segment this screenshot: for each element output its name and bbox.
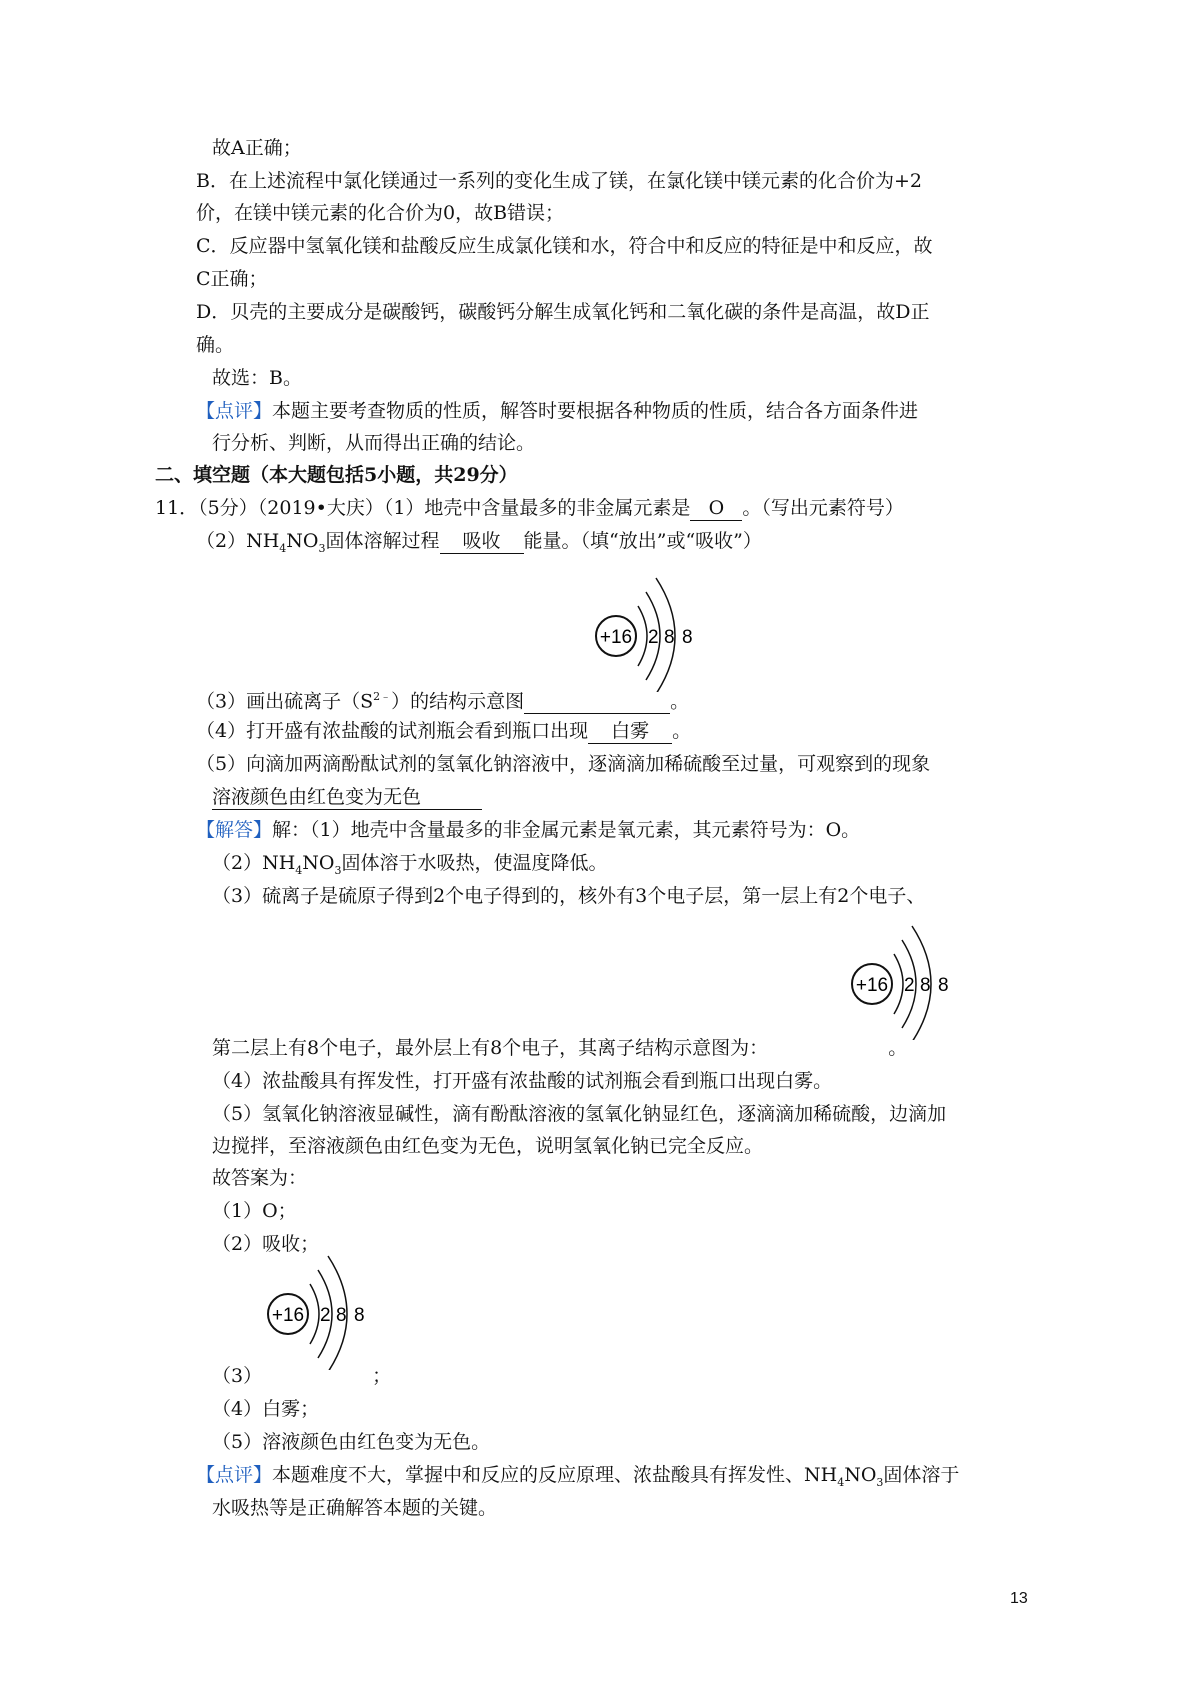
comment-tag: 【点评】 bbox=[196, 400, 273, 422]
question-text: 固体溶解过程 bbox=[325, 530, 440, 552]
shell-count: 8 bbox=[336, 1305, 347, 1326]
comment-paragraph bbox=[196, 398, 918, 424]
shell-count: 2 bbox=[320, 1305, 331, 1326]
final-answer-line bbox=[212, 1363, 391, 1389]
section-heading: 二、填空题（本大题包括5小题，共29分） bbox=[155, 464, 518, 486]
final-answer-line: （2）吸收； bbox=[212, 1233, 320, 1255]
answer-blank: O bbox=[690, 496, 742, 521]
question-text: （4）打开盛有浓盐酸的试剂瓶会看到瓶口出现 bbox=[196, 720, 589, 742]
subscript: 4 bbox=[279, 541, 287, 555]
text-line: 故A正确； bbox=[212, 137, 302, 159]
shell-count: 8 bbox=[664, 627, 675, 648]
shell-count: 8 bbox=[354, 1305, 365, 1326]
answer-text: 第二层上有8个电子，最外层上有8个电子，其离子结构示意图为： bbox=[212, 1037, 769, 1059]
question-text: 11．（5分）（2019•大庆）（1）地壳中含量最多的非金属元素是 bbox=[155, 497, 691, 519]
shell-count: 2 bbox=[648, 627, 659, 648]
answer-line: 边搅拌，至溶液颜色由红色变为无色，说明氢氧化钠已完全反应。 bbox=[212, 1135, 764, 1157]
shell-arc bbox=[894, 954, 903, 1014]
answer-line bbox=[212, 850, 608, 884]
question-text: 能量。（填“放出”或“吸收”） bbox=[523, 530, 762, 552]
subscript: 4 bbox=[837, 1475, 845, 1489]
formula-part: NO bbox=[844, 1464, 877, 1486]
text-line: C．反应器中氢氧化镁和盐酸反应生成氯化镁和水，符合中和反应的特征是中和反应，故 bbox=[196, 235, 933, 257]
answer-text: 固体溶于水吸热，使温度降低。 bbox=[341, 852, 608, 874]
answer-text: 。 bbox=[888, 1037, 908, 1059]
question-part-2 bbox=[196, 528, 762, 562]
shell-arc bbox=[638, 606, 647, 666]
shell-count: 8 bbox=[920, 975, 931, 996]
question-text: 。 bbox=[670, 690, 690, 713]
superscript: 2﹣ bbox=[373, 690, 392, 703]
question-text: 。 bbox=[672, 720, 692, 742]
answer-tag: 【解答】 bbox=[196, 819, 273, 841]
sulfide-ion-diagram bbox=[590, 572, 710, 692]
answer-text: 解：（1）地壳中含量最多的非金属元素是氧元素，其元素符号为：O。 bbox=[272, 819, 861, 841]
question-text: 。（写出元素符号） bbox=[742, 497, 904, 519]
text-line: 价，在镁中镁元素的化合价为0，故B错误； bbox=[196, 202, 565, 224]
shell-count: 8 bbox=[938, 975, 949, 996]
answer-paragraph bbox=[196, 817, 860, 843]
answer-blank: 溶液颜色由红色变为无色 bbox=[212, 785, 482, 810]
nucleus-label: +16 bbox=[855, 975, 889, 996]
comment-text: 固体溶于 bbox=[883, 1464, 960, 1486]
text-line: 故选：B。 bbox=[212, 367, 302, 389]
question-11 bbox=[155, 495, 904, 521]
final-answer-line: （4）白雾； bbox=[212, 1398, 320, 1420]
answer-line: （4）浓盐酸具有挥发性，打开盛有浓盐酸的试剂瓶会看到瓶口出现白雾。 bbox=[212, 1070, 833, 1092]
answer-line: （5）氢氧化钠溶液显碱性，滴有酚酞溶液的氢氧化钠显红色，逐滴滴加稀硫酸，边滴加 bbox=[212, 1103, 947, 1125]
formula-part: NO bbox=[302, 852, 335, 874]
text-line: 水吸热等是正确解答本题的关键。 bbox=[212, 1497, 498, 1519]
question-text: ）的结构示意图 bbox=[391, 690, 525, 713]
comment-text: 本题难度不大，掌握中和反应的反应原理、浓盐酸具有挥发性、NH bbox=[272, 1464, 838, 1486]
answer-text: ； bbox=[372, 1365, 392, 1387]
subscript: 3 bbox=[318, 541, 326, 555]
text-line: 确。 bbox=[196, 334, 235, 356]
shell-count: 2 bbox=[904, 975, 915, 996]
question-part-4 bbox=[196, 718, 691, 744]
formula-part: （2）NH bbox=[196, 530, 280, 552]
final-answer-line: （5）溶液颜色由红色变为无色。 bbox=[212, 1431, 491, 1453]
answer-blank bbox=[524, 689, 670, 714]
nucleus-label: +16 bbox=[271, 1305, 305, 1326]
subscript: 3 bbox=[876, 1475, 884, 1489]
text-line: B．在上述流程中氯化镁通过一系列的变化生成了镁，在氯化镁中镁元素的化合价为+2 bbox=[196, 170, 922, 192]
comment-tag: 【点评】 bbox=[196, 1464, 273, 1486]
page-number: 13 bbox=[1010, 1590, 1028, 1607]
answer-text: （3） bbox=[212, 1365, 263, 1387]
question-part-3 bbox=[196, 684, 689, 714]
final-answer-heading: 故答案为： bbox=[212, 1167, 308, 1189]
question-text: （3）画出硫离子（S bbox=[196, 690, 374, 713]
text-line: 行分析、判断，从而得出正确的结论。 bbox=[212, 432, 536, 454]
shell-arc bbox=[310, 1284, 319, 1344]
subscript: 3 bbox=[334, 863, 342, 877]
formula-part: NO bbox=[286, 530, 319, 552]
answer-blank: 吸收 bbox=[440, 529, 524, 554]
subscript: 4 bbox=[295, 863, 303, 877]
nucleus-label: +16 bbox=[599, 627, 633, 648]
sulfide-ion-diagram bbox=[262, 1250, 382, 1370]
formula-part: （2）NH bbox=[212, 852, 296, 874]
text-line: D．贝壳的主要成分是碳酸钙，碳酸钙分解生成氧化钙和二氧化碳的条件是高温，故D正 bbox=[196, 301, 930, 323]
sulfide-ion-diagram bbox=[846, 920, 966, 1040]
final-answer-line: （1）O； bbox=[212, 1200, 297, 1222]
comment-text: 本题主要考查物质的性质，解答时要根据各种物质的性质，结合各方面条件进 bbox=[272, 400, 919, 422]
question-part-5-answer bbox=[212, 784, 482, 810]
answer-line: （3）硫离子是硫原子得到2个电子得到的，核外有3个电子层，第一层上有2个电子、 bbox=[212, 885, 926, 907]
shell-count: 8 bbox=[682, 627, 693, 648]
answer-line bbox=[212, 1035, 907, 1061]
comment-paragraph bbox=[196, 1462, 959, 1496]
answer-blank: 白雾 bbox=[588, 719, 672, 744]
text-line: C正确； bbox=[196, 268, 268, 290]
question-part-5: （5）向滴加两滴酚酞试剂的氢氧化钠溶液中，逐滴滴加稀硫酸至过量，可观察到的现象 bbox=[196, 753, 931, 775]
